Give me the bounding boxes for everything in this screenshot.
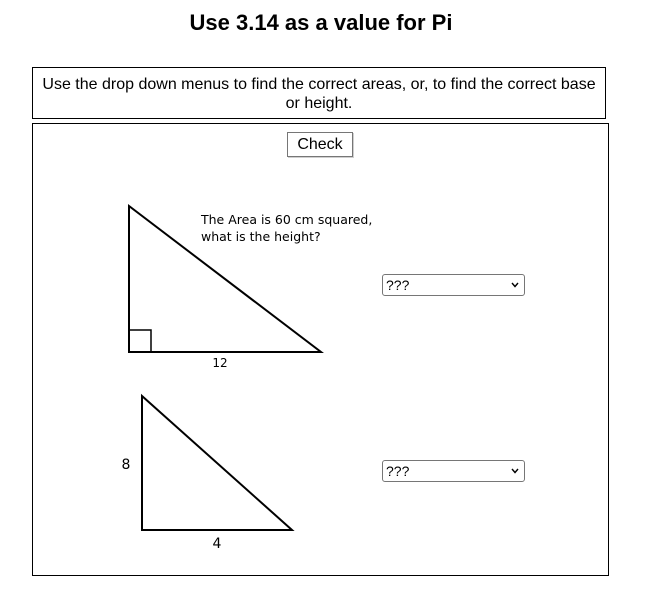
- problems-panel: [32, 123, 609, 576]
- check-button-label: Check: [297, 136, 343, 153]
- instructions-box: [32, 67, 606, 119]
- check-button[interactable]: [287, 132, 353, 157]
- page-title: Use 3.14 as a value for Pi: [189, 10, 453, 35]
- dropdown-2-value: ???: [386, 463, 410, 479]
- triangle-1-base-label: 12: [212, 356, 228, 370]
- chevron-down-icon: [511, 468, 519, 474]
- dropdown-1-value: ???: [386, 277, 410, 293]
- triangle-1-prompt-line-2: what is the height?: [201, 229, 321, 244]
- triangle-2-height-label: 8: [121, 457, 131, 473]
- chevron-down-icon: [511, 282, 519, 288]
- triangle-1-prompt-line-1: The Area is 60 cm squared,: [201, 212, 373, 227]
- triangle-2-base-label: 4: [212, 536, 222, 552]
- answer-dropdown-1[interactable]: [382, 274, 525, 296]
- instructions-text: Use the drop down menus to find the correct areas, or, to find the correct base or height.: [42, 76, 596, 112]
- answer-dropdown-2[interactable]: [382, 460, 525, 482]
